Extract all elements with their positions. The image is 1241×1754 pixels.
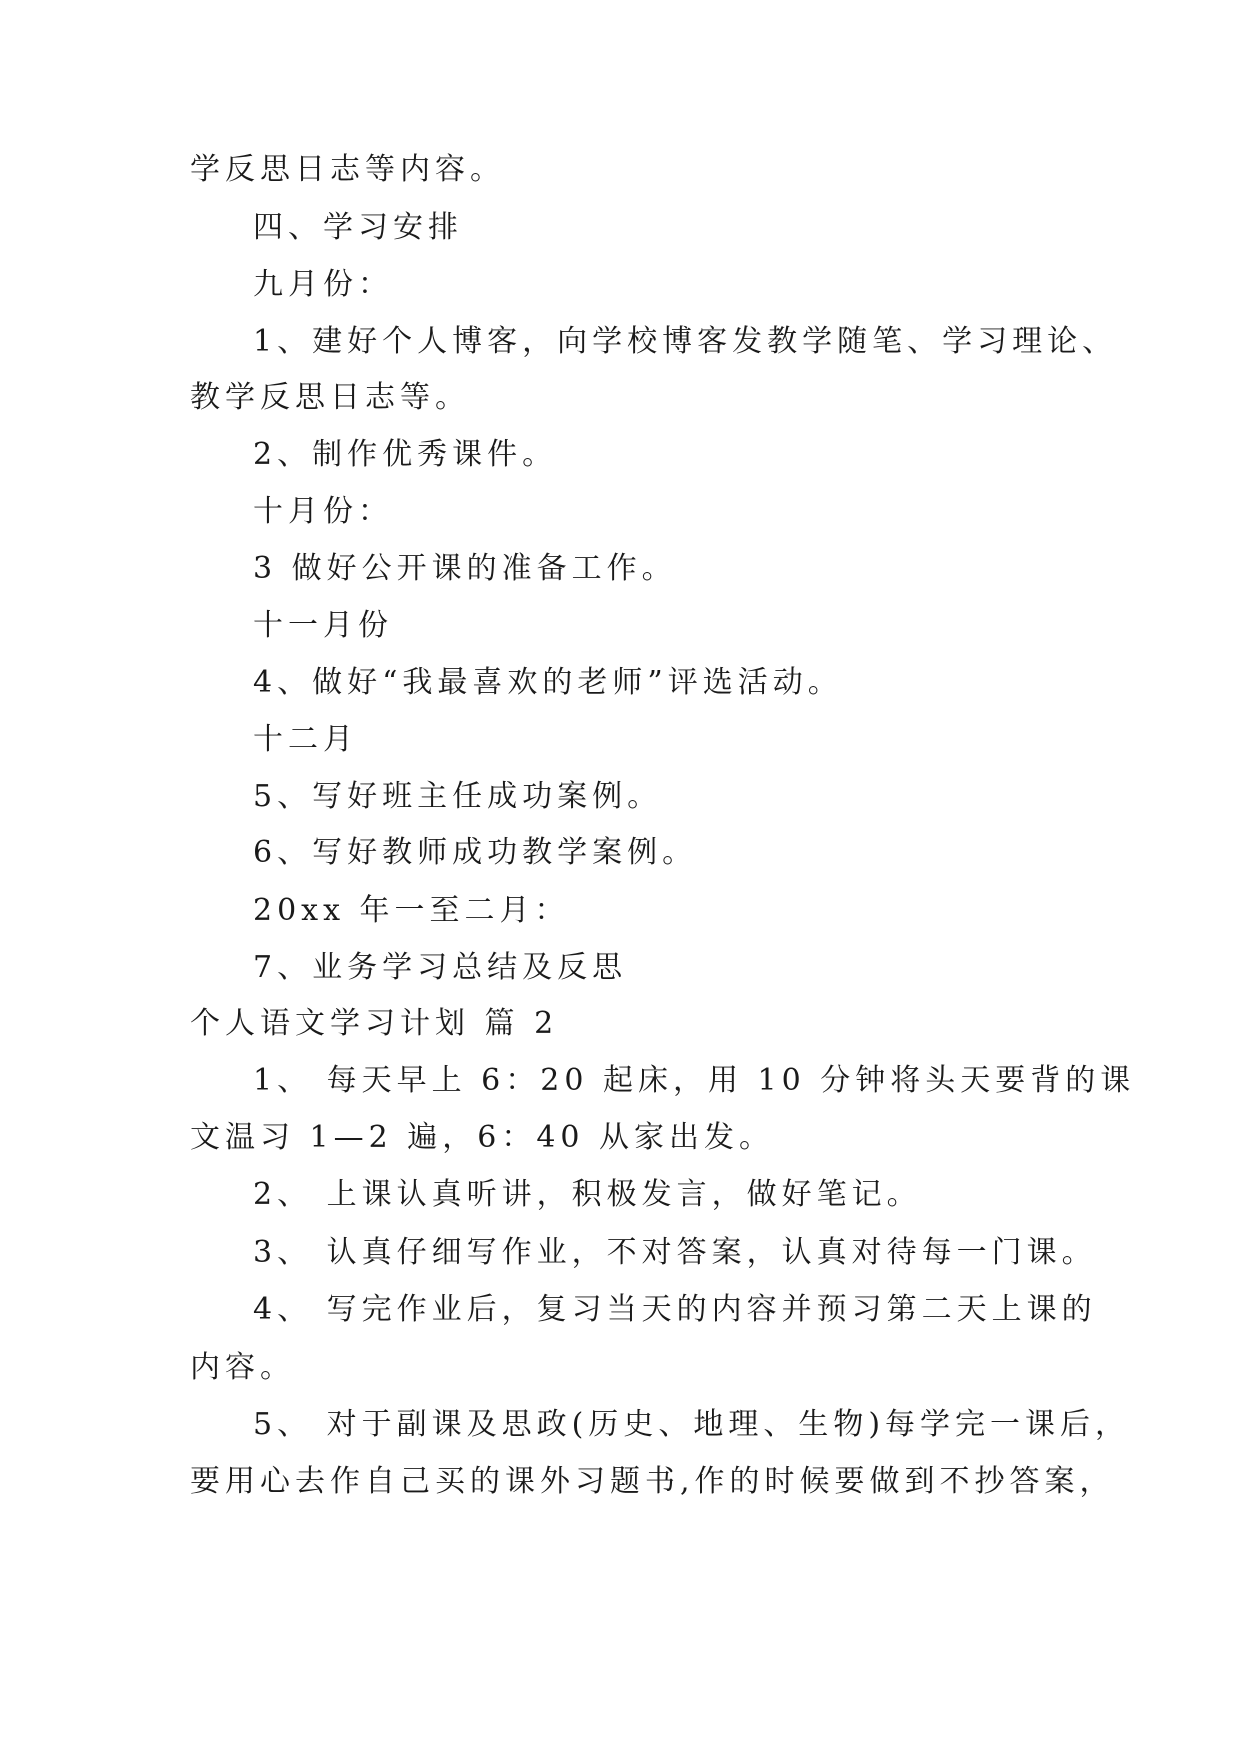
text-line: 2、 上课认真听讲，积极发言，做好笔记。: [253, 1177, 922, 1212]
text-line: 1、建好个人博客，向学校博客发教学随笔、学习理论、: [253, 324, 1118, 359]
section-heading: 四、学习安排: [253, 210, 463, 245]
text-line: 学反思日志等内容。: [190, 152, 505, 187]
text-line: 5、 对于副课及思政(历史、地理、生物)每学完一课后，: [253, 1407, 1131, 1442]
text-line: 3、 认真仔细写作业，不对答案，认真对待每一门课。: [253, 1235, 1097, 1270]
month-heading: 九月份：: [253, 267, 393, 302]
text-line: 内容。: [190, 1350, 295, 1385]
month-heading: 20xx 年一至二月：: [253, 893, 570, 928]
text-line: 6、写好教师成功教学案例。: [253, 835, 698, 870]
article-title: 个人语文学习计划 篇 2: [190, 1006, 559, 1041]
month-heading: 十月份：: [253, 494, 393, 529]
text-line: 4、 写完作业后，复习当天的内容并预习第二天上课的: [253, 1292, 1097, 1327]
text-line: 文温习 1—2 遍，6：40 从家出发。: [190, 1120, 775, 1155]
text-line: 要用心去作自己买的课外习题书,作的时候要做到不抄答案，: [190, 1464, 1115, 1499]
text-line: 4、做好“我最喜欢的老师”评选活动。: [253, 665, 843, 700]
text-line: 3 做好公开课的准备工作。: [253, 551, 677, 586]
text-line: 教学反思日志等。: [190, 380, 470, 415]
text-line: 5、写好班主任成功案例。: [253, 779, 663, 814]
text-line: 2、制作优秀课件。: [253, 437, 558, 472]
text-line: 7、业务学习总结及反思: [253, 950, 628, 985]
text-line: 1、 每天早上 6：20 起床，用 10 分钟将头天要背的课: [253, 1063, 1136, 1098]
month-heading: 十二月: [253, 722, 358, 757]
month-heading: 十一月份: [253, 608, 393, 643]
